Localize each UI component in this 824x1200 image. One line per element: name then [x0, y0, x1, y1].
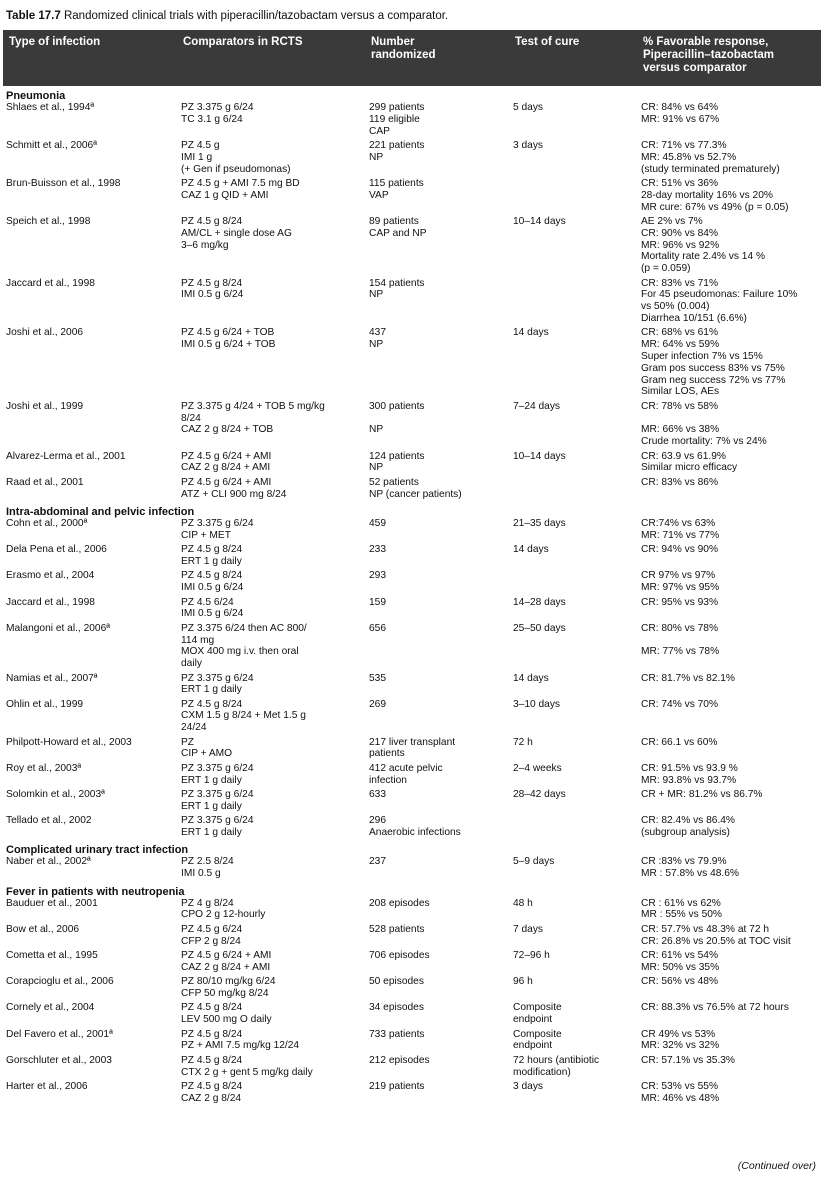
cell-comparators: PZ 4.5 g 6/24 + AMI ATZ + CLI 900 mg 8/24 — [181, 476, 287, 500]
cell-trial: Dela Pena et al., 2006 — [6, 544, 107, 556]
cell-number-randomized: 208 episodes — [369, 897, 430, 909]
cell-test-of-cure: 14 days — [513, 672, 549, 684]
cell-favorable-response: CR: 82.4% vs 86.4% (subgroup analysis) — [641, 815, 735, 839]
cell-number-randomized: 299 patients 119 eligible CAP — [369, 102, 425, 137]
table-row — [3, 1055, 821, 1081]
cell-trial: Naber et al., 2002ª — [6, 856, 91, 868]
cell-test-of-cure: 25–50 days — [513, 622, 566, 634]
cell-number-randomized: 293 — [369, 570, 386, 582]
cell-trial: Gorschluter et al., 2003 — [6, 1054, 112, 1066]
table-row — [3, 178, 821, 216]
cell-test-of-cure: 96 h — [513, 976, 533, 988]
cell-test-of-cure: 2–4 weeks — [513, 762, 562, 774]
cell-favorable-response: CR: 83% vs 71% For 45 pseudomonas: Failure 10% vs 50% (0.004) Diarrhea 10/151 (6.6%) — [641, 277, 798, 324]
cell-number-randomized: 412 acute pelvic infection — [369, 762, 443, 786]
cell-number-randomized: 300 patients NP — [369, 400, 425, 436]
cell-test-of-cure: 10–14 days — [513, 450, 566, 462]
cell-favorable-response: CR: 61% vs 54% MR: 50% vs 35% — [641, 950, 720, 973]
cell-favorable-response: CR: 74% vs 70% — [641, 698, 719, 710]
cell-favorable-response: CR: 68% vs 61% MR: 64% vs 59% Super infection 7% vs 15% Gram pos success 83% vs 75% Gram neg success 72% vs 77% Similar LOS, AEs — [641, 327, 786, 398]
table-row — [3, 1081, 821, 1107]
cell-favorable-response: CR: 81.7% vs 82.1% — [641, 672, 735, 684]
cell-test-of-cure: 14 days — [513, 327, 549, 339]
cell-number-randomized: 528 patients — [369, 923, 425, 935]
cell-test-of-cure: Composite endpoint — [513, 1028, 562, 1052]
cell-number-randomized: 115 patients VAP — [369, 178, 424, 201]
header-favorable-response: % Favorable response, Piperacillin–tazobactam versus comparator — [643, 36, 775, 74]
section-title: Intra-abdominal and pelvic infection — [6, 505, 195, 518]
cell-number-randomized: 219 patients — [369, 1080, 425, 1092]
cell-test-of-cure: 14 days — [513, 544, 549, 556]
cell-comparators: PZ 4.5 g + AMI 7.5 mg BD CAZ 1 g QID + AMI — [181, 178, 300, 201]
cell-number-randomized: 89 patients CAP and NP — [369, 216, 427, 239]
cell-favorable-response: CR: 78% vs 58% MR: 66% vs 38% Crude mortality: 7% vs 24% — [641, 400, 767, 448]
cell-comparators: PZ 4.5 g 8/24 PZ + AMI 7.5 mg/kg 12/24 — [181, 1028, 300, 1052]
cell-comparators: PZ 4.5 g 8/24 CAZ 2 g 8/24 — [181, 1080, 243, 1104]
cell-comparators: PZ 4.5 g 8/24 IMI 0.5 g 6/24 — [181, 570, 244, 594]
table-row — [3, 898, 821, 924]
cell-comparators: PZ 4.5 g 8/24 IMI 0.5 g 6/24 — [181, 277, 244, 301]
cell-number-randomized: 212 episodes — [369, 1054, 430, 1066]
cell-test-of-cure: 72 h — [513, 736, 533, 748]
cell-number-randomized: 50 episodes — [369, 976, 424, 988]
cell-number-randomized: 154 patients NP — [369, 277, 425, 301]
cell-number-randomized: 459 — [369, 517, 386, 529]
cell-comparators: PZ 3.375 g 6/24 ERT 1 g daily — [181, 815, 254, 839]
cell-comparators: PZ 4.5 g 6/24 CFP 2 g 8/24 — [181, 923, 243, 947]
cell-trial: Malangoni et al., 2006ª — [6, 622, 111, 634]
cell-number-randomized: 52 patients NP (cancer patients) — [369, 476, 462, 500]
cell-trial: Ohlin et al., 1999 — [6, 698, 84, 710]
table-row — [3, 763, 821, 789]
cell-trial: Del Favero et al., 2001ª — [6, 1028, 113, 1040]
table-row — [3, 699, 821, 737]
cell-comparators: PZ 4.5 6/24 IMI 0.5 g 6/24 — [181, 596, 244, 620]
cell-favorable-response: CR: 91.5% vs 93.9 % MR: 93.8% vs 93.7% — [641, 762, 738, 786]
cell-test-of-cure: 3 days — [513, 1080, 544, 1092]
cell-comparators: PZ 4.5 g 8/24 LEV 500 mg O daily — [181, 1002, 272, 1026]
table-header — [3, 30, 821, 86]
cell-comparators: PZ 3.375 6/24 then AC 800/ 114 mg MOX 400 mg i.v. then oral daily — [181, 622, 307, 670]
cell-trial: Corapcioglu et al., 2006 — [6, 976, 114, 988]
cell-trial: Bauduer et al., 2001 — [6, 897, 98, 909]
cell-number-randomized: 269 — [369, 698, 386, 710]
cell-test-of-cure: 21–35 days — [513, 517, 566, 529]
cell-trial: Schmitt et al., 2006ª — [6, 140, 97, 151]
cell-number-randomized: 34 episodes — [369, 1002, 424, 1014]
table-row — [3, 815, 821, 841]
cell-trial: Erasmo et al., 2004 — [6, 570, 95, 582]
continued-note: (Continued over) — [737, 1160, 816, 1172]
cell-test-of-cure: 10–14 days — [513, 216, 566, 227]
cell-trial: Jaccard et al., 1998 — [6, 596, 95, 608]
cell-number-randomized: 221 patients NP — [369, 140, 425, 163]
cell-trial: Joshi et al., 1999 — [6, 400, 84, 412]
cell-trial: Solomkin et al., 2003ª — [6, 789, 105, 801]
cell-trial: Shlaes et al., 1994ª — [6, 102, 95, 113]
table-row — [3, 597, 821, 623]
table-row — [3, 140, 821, 178]
cell-trial: Joshi et al., 2006 — [6, 327, 84, 339]
cell-favorable-response: CR: 53% vs 55% MR: 46% vs 48% — [641, 1080, 720, 1104]
section-title: Pneumonia — [6, 90, 66, 102]
cell-number-randomized: 233 — [369, 544, 386, 556]
cell-comparators: PZ 3.375 g 4/24 + TOB 5 mg/kg 8/24 CAZ 2 g 8/24 + TOB — [181, 400, 325, 436]
cell-number-randomized: 159 — [369, 596, 386, 608]
cell-trial: Brun-Buisson et al., 1998 — [6, 178, 121, 189]
cell-comparators: PZ 4.5 g IMI 1 g (+ Gen if pseudomonas) — [181, 140, 291, 175]
cell-trial: Speich et al., 1998 — [6, 216, 91, 227]
cell-favorable-response: CR :83% vs 79.9% MR : 57.8% vs 48.6% — [641, 856, 739, 880]
cell-trial: Cohn et al., 2000ª — [6, 517, 88, 529]
cell-comparators: PZ 4.5 g 8/24 CTX 2 g + gent 5 mg/kg daily — [181, 1054, 313, 1078]
table-body — [3, 90, 821, 1107]
cell-favorable-response: CR 97% vs 97% MR: 97% vs 95% — [641, 570, 720, 594]
cell-favorable-response: CR + MR: 81.2% vs 86.7% — [641, 789, 763, 801]
cell-favorable-response: CR:74% vs 63% MR: 71% vs 77% — [641, 517, 720, 541]
cell-trial: Tellado et al., 2002 — [6, 815, 92, 827]
table-row — [3, 924, 821, 950]
cell-number-randomized: 733 patients — [369, 1028, 425, 1040]
table-row — [3, 789, 821, 815]
cell-favorable-response: CR: 94% vs 90% — [641, 544, 719, 556]
cell-test-of-cure: 28–42 days — [513, 789, 566, 801]
cell-number-randomized: 437 NP — [369, 327, 386, 351]
table-row — [3, 477, 821, 503]
cell-number-randomized: 124 patients NP — [369, 450, 425, 474]
cell-comparators: PZ 4.5 g 6/24 + AMI CAZ 2 g 8/24 + AMI — [181, 450, 272, 474]
cell-number-randomized: 706 episodes — [369, 950, 430, 961]
cell-comparators: PZ 2.5 8/24 IMI 0.5 g — [181, 856, 234, 880]
section-title: Complicated urinary tract infection — [6, 844, 189, 857]
cell-comparators: PZ 3.375 g 6/24 ERT 1 g daily — [181, 672, 254, 696]
header-comparators: Comparators in RCTS — [183, 36, 303, 48]
cell-test-of-cure: 7–24 days — [513, 400, 561, 412]
cell-favorable-response: CR: 71% vs 77.3% MR: 45.8% vs 52.7% (study terminated prematurely) — [641, 140, 780, 175]
table-row — [3, 950, 821, 976]
table-row — [3, 570, 821, 596]
cell-test-of-cure: 72 hours (antibiotic modification) — [513, 1054, 600, 1078]
table-row — [3, 1002, 821, 1028]
cell-test-of-cure: Composite endpoint — [513, 1002, 562, 1026]
cell-trial: Namias et al., 2007ª — [6, 672, 98, 684]
cell-trial: Roy et al., 2003ª — [6, 762, 82, 774]
table-row — [3, 856, 821, 882]
cell-number-randomized: 237 — [369, 856, 386, 868]
cell-trial: Cornely et al., 2004 — [6, 1002, 95, 1014]
cell-trial: Bow et al., 2006 — [6, 923, 80, 935]
cell-comparators: PZ 3.375 g 6/24 ERT 1 g daily — [181, 789, 254, 812]
table-row — [3, 737, 821, 763]
cell-test-of-cure: 48 h — [513, 897, 533, 909]
table-row — [3, 278, 821, 328]
cell-comparators: PZ 4.5 g 6/24 + TOB IMI 0.5 g 6/24 + TOB — [181, 327, 276, 351]
cell-test-of-cure: 14–28 days — [513, 596, 566, 608]
cell-favorable-response: CR: 88.3% vs 76.5% at 72 hours — [641, 1002, 789, 1014]
cell-trial: Alvarez-Lerma et al., 2001 — [6, 450, 126, 462]
table-row — [3, 544, 821, 570]
table-row — [3, 976, 821, 1002]
cell-comparators: PZ 80/10 mg/kg 6/24 CFP 50 mg/kg 8/24 — [181, 976, 276, 999]
cell-comparators: PZ CIP + AMO — [181, 736, 233, 760]
cell-test-of-cure: 5–9 days — [513, 856, 555, 868]
cell-favorable-response: CR 49% vs 53% MR: 32% vs 32% — [641, 1028, 720, 1052]
table-row — [3, 673, 821, 699]
cell-number-randomized: 296 Anaerobic infections — [369, 815, 461, 839]
cell-favorable-response: CR: 80% vs 78% MR: 77% vs 78% — [641, 622, 720, 658]
cell-comparators: PZ 4.5 g 8/24 AM/CL + single dose AG 3–6 mg/kg — [181, 216, 292, 251]
header-test-of-cure: Test of cure — [515, 36, 580, 48]
cell-number-randomized: 535 — [369, 672, 386, 684]
cell-favorable-response: CR: 51% vs 36% 28-day mortality 16% vs 20% MR cure: 67% vs 49% (p = 0.05) — [641, 178, 789, 213]
cell-test-of-cure: 7 days — [513, 923, 544, 935]
cell-favorable-response: AE 2% vs 7% CR: 90% vs 84% MR: 96% vs 92% Mortality rate 2.4% vs 14 % (p = 0.059) — [641, 216, 765, 275]
cell-favorable-response: CR: 56% vs 48% — [641, 976, 719, 988]
cell-favorable-response: CR: 84% vs 64% MR: 91% vs 67% — [641, 102, 720, 125]
table-title: Randomized clinical trials with piperacillin/tazobactam versus a comparator. — [63, 10, 449, 22]
table-row — [3, 102, 821, 140]
cell-comparators: PZ 3.375 g 6/24 CIP + MET — [181, 517, 254, 541]
cell-favorable-response: CR: 95% vs 93% — [641, 596, 719, 608]
cell-comparators: PZ 3.375 g 6/24 TC 3.1 g 6/24 — [181, 102, 254, 125]
table-caption — [6, 10, 448, 22]
table-row — [3, 216, 821, 278]
cell-favorable-response: CR: 57.7% vs 48.3% at 72 h CR: 26.8% vs 20.5% at TOC visit — [641, 923, 791, 947]
cell-comparators: PZ 4.5 g 6/24 + AMI CAZ 2 g 8/24 + AMI — [181, 950, 272, 973]
cell-favorable-response: CR : 61% vs 62% MR : 55% vs 50% — [641, 897, 722, 921]
cell-trial: Jaccard et al., 1998 — [6, 277, 95, 289]
cell-number-randomized: 656 — [369, 622, 386, 634]
cell-trial: Philpott-Howard et al., 2003 — [6, 736, 132, 748]
cell-comparators: PZ 4.5 g 8/24 CXM 1.5 g 8/24 + Met 1.5 g 24/24 — [181, 698, 306, 734]
cell-trial: Raad et al., 2001 — [6, 476, 84, 488]
cell-favorable-response: CR: 63.9 vs 61.9% Similar micro efficacy — [641, 450, 738, 474]
header-number-randomized: Number randomized — [371, 36, 436, 61]
table-row — [3, 401, 821, 451]
section-title: Fever in patients with neutropenia — [6, 885, 185, 898]
cell-number-randomized: 217 liver transplant patients — [369, 736, 456, 760]
table-row — [3, 623, 821, 673]
cell-comparators: PZ 4.5 g 8/24 ERT 1 g daily — [181, 544, 243, 567]
cell-test-of-cure: 3 days — [513, 140, 544, 151]
cell-favorable-response: CR: 66.1 vs 60% — [641, 736, 718, 748]
table-label: Table 17.7 — [6, 10, 61, 22]
cell-trial: Cometta et al., 1995 — [6, 950, 98, 961]
cell-test-of-cure: 5 days — [513, 102, 544, 113]
table-row — [3, 451, 821, 477]
table-row — [3, 518, 821, 544]
cell-number-randomized: 633 — [369, 789, 386, 801]
cell-comparators: PZ 3.375 g 6/24 ERT 1 g daily — [181, 762, 254, 786]
cell-favorable-response: CR: 83% vs 86% — [641, 476, 719, 488]
cell-comparators: PZ 4 g 8/24 CPO 2 g 12-hourly — [181, 897, 266, 921]
cell-test-of-cure: 3–10 days — [513, 698, 561, 710]
cell-test-of-cure: 72–96 h — [513, 950, 550, 961]
header-type-of-infection: Type of infection — [9, 36, 101, 48]
table-row — [3, 1029, 821, 1055]
cell-favorable-response: CR: 57.1% vs 35.3% — [641, 1054, 735, 1066]
cell-trial: Harter et al., 2006 — [6, 1080, 88, 1092]
table-row — [3, 327, 821, 400]
